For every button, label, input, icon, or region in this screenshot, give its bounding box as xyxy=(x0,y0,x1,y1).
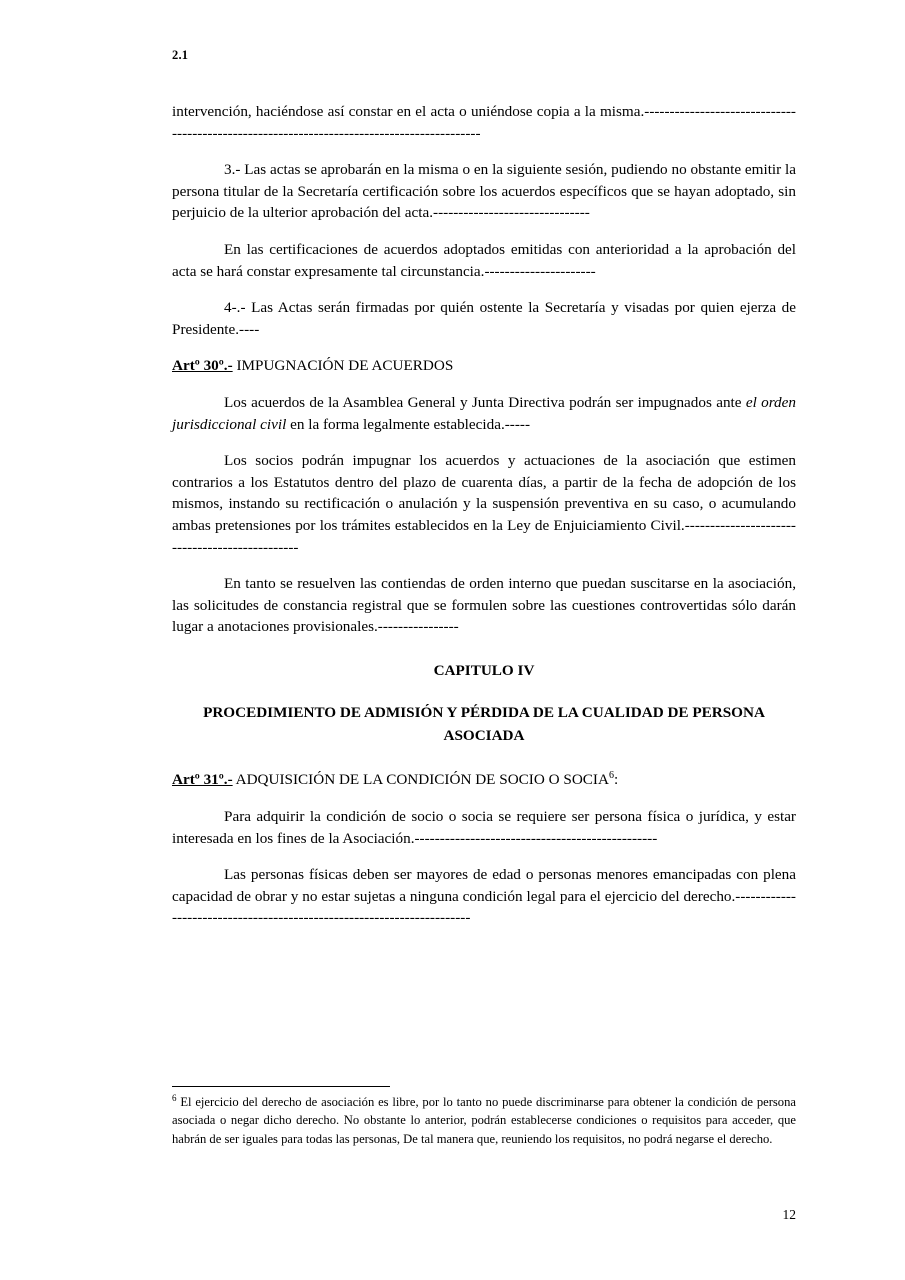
chapter-title: CAPITULO IV xyxy=(433,661,535,679)
paragraph-text: 3.- Las actas se aprobarán en la misma o en la siguiente sesión, pudiendo no obstante emitir la persona titular de la Secretaría certificación sobre los acuerdos específicos que se hayan adoptado, sin perjuicio de la ulterior aprobación del acta.------------------------------- xyxy=(172,161,796,222)
chapter-subtitle: PROCEDIMIENTO DE ADMISIÓN Y PÉRDIDA DE LA CUALIDAD DE PERSONA ASOCIADA xyxy=(203,704,765,745)
article-30-heading xyxy=(172,355,796,377)
article-31-label: Artº 31º.- xyxy=(172,771,233,789)
article-30-label: Artº 30º.- xyxy=(172,357,233,375)
article-31-heading xyxy=(172,769,796,791)
page-number: 12 xyxy=(782,1207,796,1222)
paragraph-text-pre: Los acuerdos de la Asamblea General y Junta Directiva podrán ser impugnados ante xyxy=(224,393,746,411)
paragraph-30-2 xyxy=(172,450,796,558)
paragraph-certificaciones xyxy=(172,239,796,282)
paragraph-text-italic: el orden jurisdiccional civil xyxy=(172,393,796,433)
article-31-title: ADQUISICIÓN DE LA CONDICIÓN DE SOCIO O SOCIA xyxy=(232,771,609,789)
footnote-area xyxy=(172,1086,796,1148)
paragraph-text: En las certificaciones de acuerdos adoptados emitidas con anterioridad a la aprobación del acta se hará constar expresamente tal circunstancia.---------------------- xyxy=(172,240,796,280)
page-header-code: 2.1 xyxy=(172,48,189,62)
paragraph-text: Para adquirir la condición de socio o socia se requiere ser persona física o jurídica, y estar interesada en los fines de la Asociación.------------------------------------------------ xyxy=(172,808,796,847)
paragraph-punto-4 xyxy=(172,297,796,340)
paragraph-text: Las personas físicas deben ser mayores de edad o personas menores emancipadas con plena capacidad de obrar y no estar sujetas a ninguna condición legal para el ejercicio del derecho.----------------------------------------------------------------------- xyxy=(172,866,796,927)
footnote-body: El ejercicio del derecho de asociación es libre, por lo tanto no puede discriminarse para obtener la condición de persona asociada o negar dicho derecho. No obstante lo anterior, podrán establecerse condiciones o requisitos para acceder, que habrán de ser iguales para todas las personas, De tal manera que, reuniendo los requisitos, no podrá negarse el derecho. xyxy=(172,1095,796,1146)
article-30-title: IMPUGNACIÓN DE ACUERDOS xyxy=(232,357,454,375)
article-31-title-suffix: : xyxy=(613,771,619,789)
paragraph-text: Los socios podrán impugnar los acuerdos y actuaciones de la asociación que estimen contrarios a los Estatutos dentro del plazo de cuarenta días, a partir de la fecha de adopción de los mismos, instando su rectificación o anulación y la suspensión preventiva en su caso, o acumulando ambas pretensiones por los trámites establecidos en la Ley de Enjuiciamiento Civil.----------------------------------------------- xyxy=(172,452,796,556)
paragraph-30-1 xyxy=(172,392,796,435)
paragraph-30-3 xyxy=(172,573,796,638)
paragraph-intervencion xyxy=(172,101,796,144)
footnote-marker-6: 6 xyxy=(608,770,614,782)
footnote-6 xyxy=(172,1093,796,1148)
paragraph-text: En tanto se resuelven las contiendas de orden interno que puedan suscitarse en la asociación, las solicitudes de constancia registral que se formulen sobre las cuestiones controvertidas sólo darán lugar a anotaciones provisionales.---------------- xyxy=(172,575,796,636)
paragraph-punto-3 xyxy=(172,159,796,224)
footnote-number: 6 xyxy=(172,1092,177,1103)
footnote-separator-rule xyxy=(172,1086,390,1087)
paragraph-31-2 xyxy=(172,864,796,929)
paragraph-text: intervención, haciéndose así constar en el acta o uniéndose copia a la misma.------------------------------------------------------------------------------------------- xyxy=(172,103,796,142)
paragraph-text: 4-.- Las Actas serán firmadas por quién ostente la Secretaría y visadas por quien ejerza de Presidente.---- xyxy=(172,299,796,338)
paragraph-text-post: en la forma legalmente establecida.----- xyxy=(286,415,531,433)
paragraph-31-1 xyxy=(172,806,796,849)
